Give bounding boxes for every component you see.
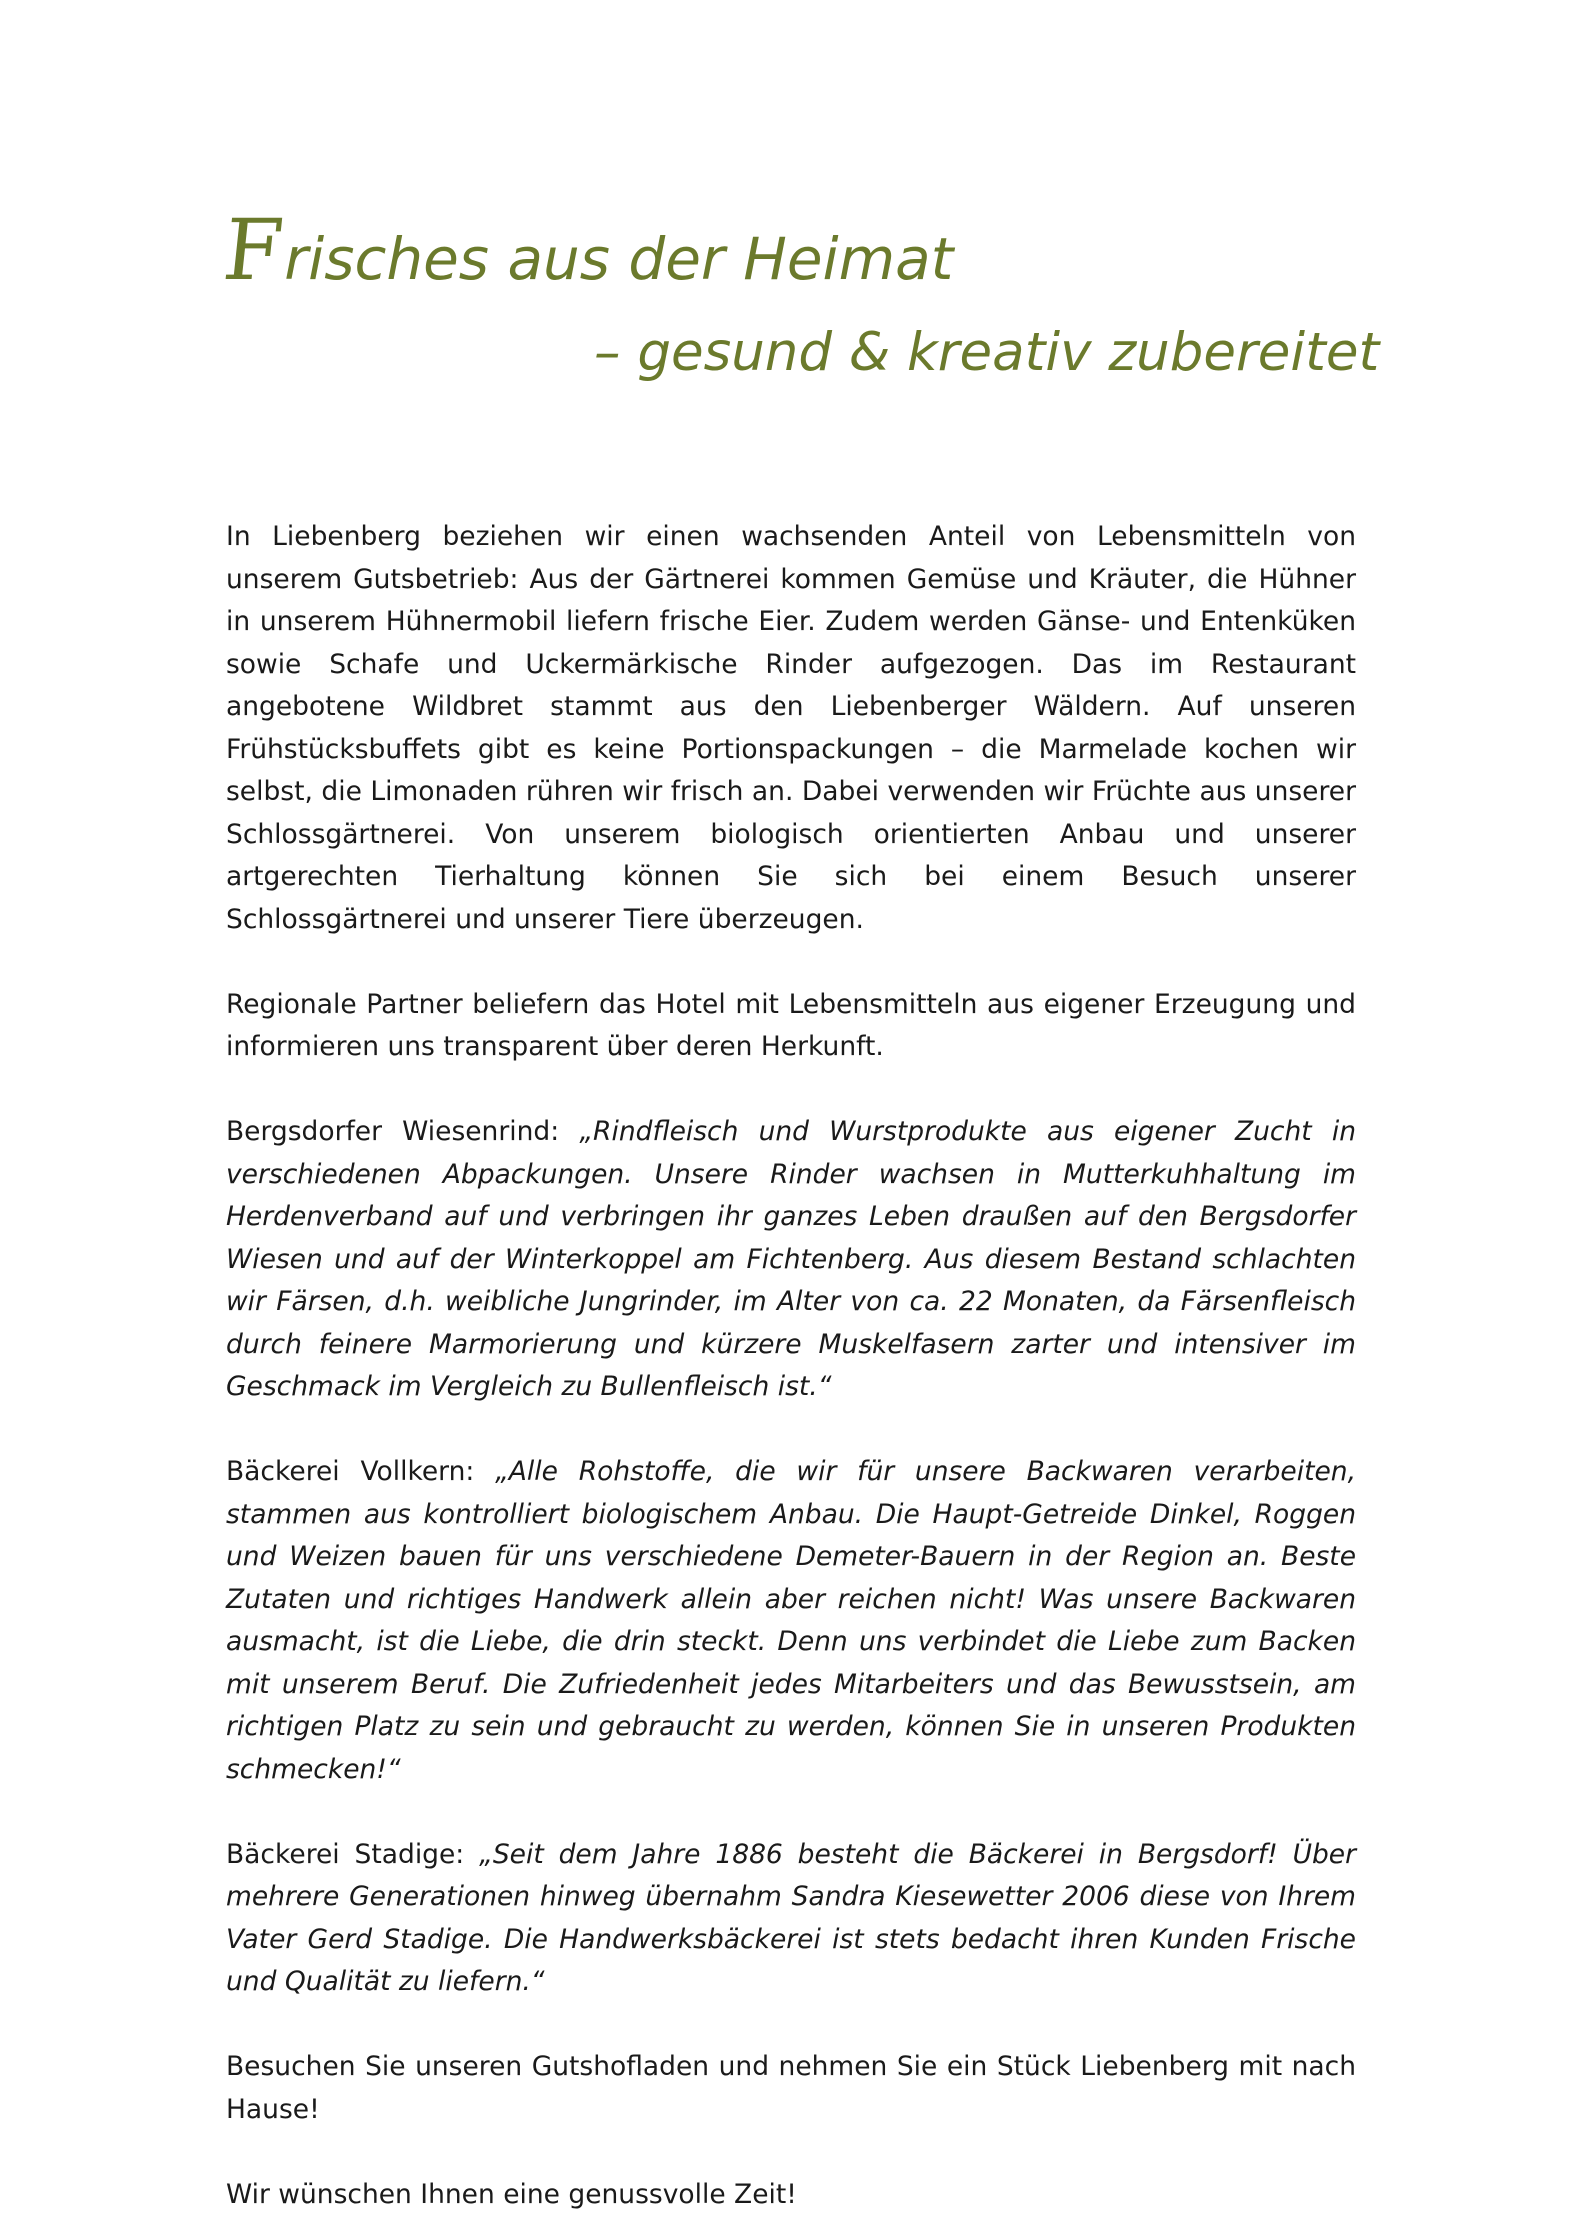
- page-title: [218, 200, 1380, 410]
- title-main: [218, 200, 954, 309]
- bergsdorfer-label: Bergsdorfer Wiesenrind:: [226, 1116, 580, 1147]
- stadige-label: Bäckerei Stadige:: [226, 1838, 480, 1870]
- body-text: [226, 516, 1356, 2216]
- bergsdorfer-quote: „Rindfleisch und Wurstprodukte aus eigener Zucht in verschiedenen Abpackungen. Unsere Rinder wachsen in Mutterkuhhaltung im Herdenverband auf und verbringen ihr ganzes Leben draußen auf den Bergsdorfer Wiesen und auf der Winterkoppel am Fichtenberg. Aus diesem Bestand schlachten wir Färsen, d.h. weibliche Jungrinder, im Alter von ca. 22 Monaten, da Färsenfleisch durch feinere Marmorierung und kürzere Muskelfasern zarter und intensiver im Geschmack im Vergleich zu Bullenfleisch ist.“: [226, 1116, 1356, 1402]
- vollkern-paragraph: [226, 1451, 1356, 1791]
- bergsdorfer-paragraph: [226, 1111, 1356, 1409]
- title-initial: F: [218, 201, 288, 299]
- closing-paragraph: Wir wünschen Ihnen eine genussvolle Zeit!: [226, 2178, 797, 2210]
- vollkern-label: Bäckerei Vollkern:: [226, 1456, 496, 1487]
- intro-paragraph: In Liebenberg beziehen wir einen wachsenden Anteil von Lebensmitteln von unserem Gutsbetrieb: Aus der Gärtnerei kommen Gemüse und Kräuter, die Hühner in unserem Hühnermobil liefern frische Eier. Zudem werden Gänse- und Entenküken sowie Schafe und Uckermärkische Rinder aufgezogen. Das im Restaurant angebotene Wildbret stammt aus den Liebenberger Wäldern. Auf unseren Frühstücksbuffets gibt es keine Portionspackungen – die Marmelade kochen wir selbst, die Limonaden rühren wir frisch an. Dabei verwenden wir Früchte aus unserer Schlossgärtnerei. Von unserem biologisch orientierten Anbau und unserer artgerechten Tierhaltung können Sie sich bei einem Besuch unserer Schlossgärtnerei und unserer Tiere überzeugen.: [226, 521, 1356, 935]
- title-rest: risches aus der Heimat: [284, 225, 954, 293]
- title-subtitle: – gesund & kreativ zubereitet: [594, 322, 1380, 383]
- vollkern-quote: „Alle Rohstoffe, die wir für unsere Backwaren verarbeiten, stammen aus kontrolliert biologischem Anbau. Die Haupt-Getreide Dinkel, Roggen und Weizen bauen für uns verschiedene Demeter-Bauern in der Region an. Beste Zutaten und richtiges Handwerk allein aber reichen nicht! Was unsere Backwaren ausmacht, ist die Liebe, die drin steckt. Denn uns verbindet die Liebe zum Backen mit unserem Beruf. Die Zufriedenheit jedes Mitarbeiters und das Bewusstsein, am richtigen Platz zu sein und gebraucht zu werden, können Sie in unseren Produkten schmecken!“: [226, 1456, 1357, 1785]
- visit-paragraph: Besuchen Sie unseren Gutshofladen und nehmen Sie ein Stück Liebenberg mit nach Hause!: [226, 2051, 1356, 2125]
- stadige-paragraph: [226, 1834, 1356, 2004]
- stadige-quote: „Seit dem Jahre 1886 besteht die Bäckerei in Bergsdorf! Über mehrere Generationen hinweg übernahm Sandra Kiesewetter 2006 diese von Ihrem Vater Gerd Stadige. Die Handwerksbäckerei ist stets bedacht ihren Kunden Frische und Qualität zu liefern.“: [226, 1838, 1356, 1997]
- partners-paragraph: Regionale Partner beliefern das Hotel mit Lebensmitteln aus eigener Erzeugung und informieren uns transparent über deren Herkunft.: [226, 988, 1356, 1062]
